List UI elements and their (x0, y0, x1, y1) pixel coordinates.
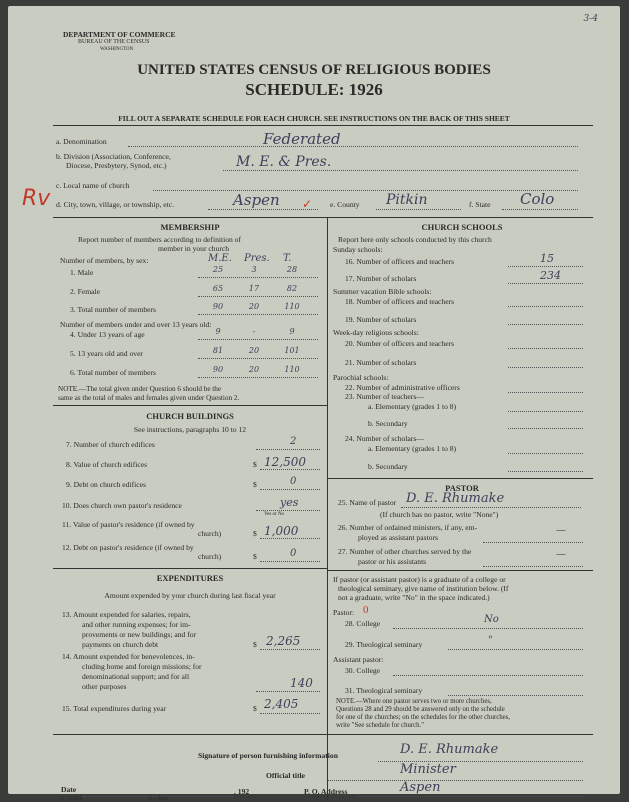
q28-value: No (484, 614, 499, 625)
exp13-line-4: payments on church debt (82, 640, 159, 649)
edifice-value: 12,500 (264, 455, 306, 469)
official-title-label: Official title (266, 771, 306, 780)
sunday-label: Sunday schools: (333, 245, 383, 254)
q18-label: 18. Number of officers and teachers (345, 297, 455, 306)
pastor-none-hint: (If church has no pastor, write "None") (380, 510, 499, 519)
q31-label: 31. Theological seminary (345, 686, 423, 695)
membership-note-1: NOTE.—The total given under Question 6 should be the (58, 385, 222, 393)
q16-value: 15 (540, 252, 554, 265)
residence-debt-label-1: 12. Debt on pastor's residence (if owned by (62, 543, 194, 552)
q30-label: 30. College (345, 666, 381, 675)
exp14-value: 140 (290, 676, 313, 690)
edifice-debt-label: 9. Debt on church edifices (66, 480, 146, 489)
expenditures-heading: EXPENDITURES (156, 573, 224, 583)
age-label: Number of members under and over 13 years old: (60, 320, 212, 329)
city-value: Aspen (233, 191, 280, 209)
q16-label: 16. Number of officers and teachers (345, 257, 455, 266)
pastor-heading: PASTOR (445, 483, 479, 493)
q19-label: 19. Number of scholars (345, 315, 417, 324)
form-title: UNITED STATES CENSUS OF RELIGIOUS BODIES (137, 62, 491, 78)
residence-value-amount: 1,000 (264, 524, 299, 538)
total-pres: 20 (248, 302, 260, 311)
division-label-1: b. Division (Association, Conference, (56, 152, 171, 161)
po-address-value: Aspen (400, 780, 441, 795)
exp14-line-2: cluding home and foreign missions; for (82, 662, 202, 671)
by-sex-label: Number of members, by sex: (60, 256, 149, 265)
edifice-debt-value: 0 (290, 476, 297, 487)
signature-value: D. E. Rhumake (400, 742, 499, 757)
state-label: f. State (469, 200, 491, 209)
edifices-value: 2 (290, 436, 297, 447)
edifice-value-label: 8. Value of church edifices (66, 460, 148, 469)
parochial-label: Parochial schools: (333, 373, 389, 382)
q17-value: 234 (540, 269, 561, 282)
q27-line-1: 27. Number of other churches served by the (338, 547, 472, 556)
buildings-sub: See instructions, paragraphs 10 to 12 (133, 425, 247, 434)
yes-no-hint: Yes or No (264, 512, 285, 517)
q24-label: 24. Number of scholars— (345, 434, 424, 443)
over13-label: 5. 13 years old and over (70, 349, 143, 358)
q29-label: 29. Theological seminary (345, 640, 423, 649)
q26-line-1: 26. Number of ordained ministers, if any, em- (338, 523, 478, 532)
form-code: 11—9084 (148, 797, 168, 802)
city-label: WASHINGTON (100, 47, 134, 52)
male-label: 1. Male (70, 268, 94, 277)
female-total: 82 (286, 284, 298, 293)
female-pres: 17 (248, 284, 260, 293)
female-me: 65 (212, 284, 224, 293)
q28-label: 28. College (345, 619, 381, 628)
pastor-name-value: D. E. Rhumake (406, 491, 505, 506)
membership-intro-2: member in your church (158, 244, 230, 253)
exp14-line-3: denominational support; and for all (82, 672, 190, 681)
q23-label: 23. Number of teachers— (345, 392, 424, 401)
exp13-value: 2,265 (266, 634, 301, 648)
instructions-line: FILL OUT A SEPARATE SCHEDULE FOR EACH CHURCH. SEE INSTRUCTIONS ON THE BACK OF THIS SHEET (118, 114, 510, 123)
pastor-note-2: Questions 28 and 29 should be answered only on the schedule (336, 706, 505, 713)
signature-label: Signature of person furnishing information (198, 751, 338, 760)
col-pres: Pres. (244, 253, 270, 264)
pastor-sub-label: Pastor: (333, 608, 355, 617)
dollar-11: $ (253, 529, 257, 538)
residence-value-label-1: 11. Value of pastor's residence (if owned by (62, 520, 195, 529)
q27-line-2: pastor or his assistants (358, 557, 427, 566)
expenditures-sub: Amount expended by your church during last fiscal year (104, 591, 276, 600)
pastor-instr-2: theological seminary, give name of institution below. (If (338, 584, 509, 593)
dollar-15: $ (253, 704, 257, 713)
exp14-line-4: other purposes (82, 682, 127, 691)
buildings-heading: CHURCH BUILDINGS (146, 411, 234, 421)
total-age-total: 110 (284, 365, 300, 374)
official-title-value: Minister (400, 762, 456, 777)
q27-value: — (556, 549, 566, 560)
schools-sub: Report here only schools conducted by this church (338, 235, 492, 244)
q23b-label: b. Secondary (368, 419, 408, 428)
female-label: 2. Female (70, 287, 100, 296)
col-total: T. (283, 253, 292, 264)
check-mark-icon: ✓ (302, 197, 313, 211)
total-me: 90 (212, 302, 224, 311)
schedule-title: SCHEDULE: 1926 (245, 80, 383, 99)
residence-debt-value: 0 (290, 548, 297, 559)
exp13-line-2: and other running expenses; for im- (82, 620, 191, 629)
po-address-label: P. O. Address (304, 787, 348, 796)
dollar-13: $ (253, 640, 257, 649)
summer-label: Summer vacation Bible schools: (333, 287, 432, 296)
membership-intro-1: Report number of members according to definition of (78, 235, 242, 244)
pastor-note-1: NOTE.—Where one pastor serves two or more churches, (336, 698, 492, 705)
division-label-2: Diocese, Presbytery, Synod, etc.) (66, 161, 167, 170)
pastor-note-3: for one of the churches; on the schedules for the other churches, (336, 714, 511, 721)
exp15-value: 2,405 (264, 697, 299, 711)
county-label: e. County (330, 200, 360, 209)
census-form-page (8, 6, 620, 802)
q24a-label: a. Elementary (grades 1 to 8) (368, 444, 457, 453)
corner-note: 3-4 (583, 14, 598, 24)
asst-pastor-label: Assistant pastor: (333, 655, 384, 664)
county-value: Pitkin (386, 192, 428, 208)
denomination-label: a. Denomination (56, 137, 107, 146)
dollar-8: $ (253, 460, 257, 469)
male-me: 25 (212, 265, 224, 274)
denomination-value: Federated (263, 130, 341, 148)
q26-value: — (556, 525, 566, 536)
over13-me: 81 (212, 346, 224, 355)
edifices-label: 7. Number of church edifices (66, 440, 155, 449)
division-value: M. E. & Pres. (236, 154, 332, 170)
total-age-me: 90 (212, 365, 224, 374)
over13-total: 101 (284, 346, 300, 355)
dollar-12: $ (253, 552, 257, 561)
pastor-name-label: 25. Name of pastor (338, 498, 397, 507)
col-me: M.E. (208, 253, 232, 264)
total-age-label: 6. Total number of members (70, 368, 157, 377)
total-members-label: 3. Total number of members (70, 305, 157, 314)
residence-value: yes (280, 496, 299, 509)
q21-label: 21. Number of scholars (345, 358, 417, 367)
under13-label: 4. Under 13 years of age (70, 330, 145, 339)
q26-line-2: ployed as assistant pastors (358, 533, 438, 542)
dept-label: DEPARTMENT OF COMMERCE (63, 30, 176, 39)
local-name-label: c. Local name of church (56, 181, 130, 190)
membership-note-2: same as the total of males and females given under Question 2. (58, 394, 240, 402)
residence-label: 10. Does church own pastor's residence (62, 501, 182, 510)
q24b-label: b. Secondary (368, 462, 408, 471)
q29-value: " (488, 635, 493, 646)
q22-label: 22. Number of administrative officers (345, 383, 460, 392)
state-value: Colo (520, 190, 555, 208)
q23a-label: a. Elementary (grades 1 to 8) (368, 402, 457, 411)
exp15-label: 15. Total expenditures during year (62, 704, 167, 713)
over13-pres: 20 (248, 346, 260, 355)
pastor-note-4: write "See schedule for church." (336, 722, 425, 729)
schools-heading: CHURCH SCHOOLS (421, 222, 503, 232)
date-year: , 192 (234, 787, 250, 796)
residence-value-label-2: church) (198, 529, 222, 538)
under13-me: 9 (215, 327, 221, 336)
exp13-line-1: 13. Amount expended for salaries, repairs, (62, 610, 191, 619)
pastor-instr-3: not a graduate, write "No" in the space indicated.) (338, 593, 490, 602)
total-age-pres: 20 (248, 365, 260, 374)
male-total: 28 (286, 265, 298, 274)
pastor-red-mark: 0 (363, 604, 369, 616)
membership-heading: MEMBERSHIP (160, 222, 220, 232)
exp14-line-1: 14. Amount expended for benevolences, in- (62, 652, 195, 661)
under13-total: 9 (289, 327, 295, 336)
pastor-instr-1: If pastor (or assistant pastor) is a graduate of a college or (333, 575, 506, 584)
q17-label: 17. Number of scholars (345, 274, 417, 283)
total-total: 110 (284, 302, 300, 311)
week-label: Week-day religious schools: (333, 328, 419, 337)
review-mark: Rv (22, 186, 51, 211)
male-pres: 3 (251, 265, 257, 274)
exp13-line-3: provements or new buildings; and for (82, 630, 197, 639)
dollar-9: $ (253, 480, 257, 489)
bureau-label: BUREAU OF THE CENSUS (78, 39, 150, 45)
q20-label: 20. Number of officers and teachers (345, 339, 455, 348)
city-label-field: d. City, town, village, or township, etc. (56, 200, 175, 209)
form-number: 6—5518 a (61, 797, 82, 802)
under13-pres: - (252, 327, 256, 336)
date-label: Date (61, 785, 77, 794)
residence-debt-label-2: church) (198, 552, 222, 561)
